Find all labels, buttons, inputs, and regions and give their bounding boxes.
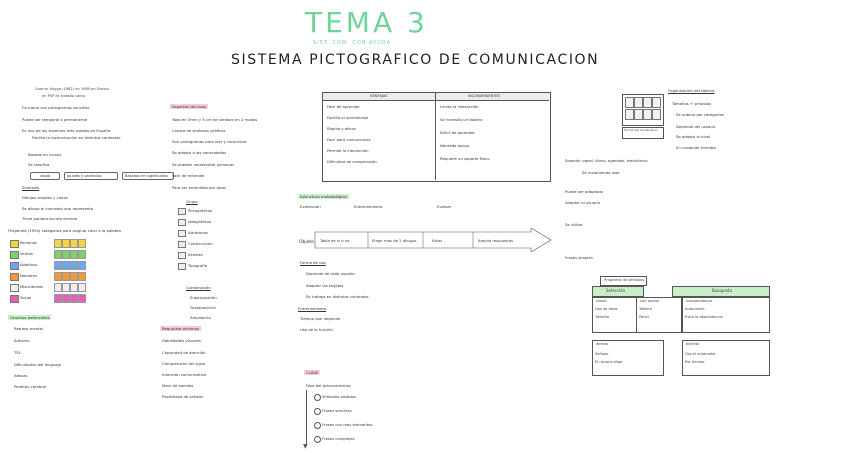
step-text: Frases con más elementos — [322, 422, 373, 427]
color-swatch — [10, 273, 19, 281]
tree-node-line: Por tiempo — [685, 360, 705, 364]
intro-line-2: en PSP es tratado como — [42, 94, 85, 98]
simbolos-item: Tiene palabra escrita encima — [22, 216, 78, 221]
simbolos-item: Se dibuja el concepto que representa — [22, 206, 94, 211]
step-circle — [314, 394, 321, 401]
step-evaluar: Evaluar — [437, 204, 452, 209]
step-circle — [314, 408, 321, 415]
col2-sub-title: Grupo — [186, 199, 198, 204]
inconveniente-item: Limita la interacción — [440, 104, 479, 109]
pill-iguales: Iguales y parecidos — [64, 172, 118, 180]
program-title: Programa de símbolos — [604, 278, 645, 282]
tree-node-line: Tablero — [639, 307, 652, 311]
org-item: En cualquier formato — [676, 145, 716, 150]
board-cell — [643, 109, 652, 120]
objetivo-label: Objeto — [299, 240, 314, 245]
tree-node-title: barrido — [686, 342, 699, 346]
symbol-type-icon — [178, 252, 186, 259]
step-text: Frases complejas — [322, 436, 355, 441]
tree-node-line: Señalar — [595, 352, 609, 356]
tema-title: TEMA 3 — [305, 6, 428, 39]
estructura-title: Estructura metodológica — [300, 194, 347, 199]
color-example — [54, 239, 62, 248]
tree-node-title: independencia — [686, 299, 713, 303]
color-example — [54, 272, 62, 281]
left-bullet: Puede ser temporal o permanente — [22, 117, 88, 122]
color-title: Fitzgerald (1954) categorías para asignar color a la palabra — [8, 228, 121, 233]
tree-node-line: Evita la dependencia — [685, 315, 723, 319]
clave-label: CLAVE — [306, 370, 319, 375]
color-label: Adjetivos — [20, 262, 38, 267]
step-text: Símbolos aislados — [322, 394, 356, 399]
symbol-type-icon — [178, 208, 186, 215]
color-example — [54, 261, 62, 270]
req-item: Comprensión del signo — [162, 361, 206, 366]
color-example — [78, 239, 86, 248]
col2-item: Facil de entender — [172, 173, 205, 178]
pill-visual: visual — [30, 172, 60, 180]
board-cell — [652, 109, 661, 120]
req-item: Intención comunicativa — [162, 372, 207, 377]
req-title: Requisitos mínimos — [162, 326, 199, 331]
timeline-arrow: ▼ — [303, 443, 308, 450]
color-example — [62, 239, 70, 248]
step-text: Frases sencillas — [322, 408, 352, 413]
tree-node-line: El usuario elige — [595, 360, 623, 364]
inconveniente-item: Requiere un soporte físico — [440, 156, 490, 161]
color-example — [78, 294, 86, 303]
usuario-item: TEL — [14, 350, 21, 355]
tree-node-title: directo — [596, 342, 609, 346]
symbol-type-item: Arbitrarios — [188, 230, 208, 235]
color-example — [62, 283, 70, 292]
color-swatch — [10, 284, 19, 292]
page-title: SISTEMA PICTOGRAFICO DE COMUNICACION — [231, 52, 600, 68]
tree-node-line: Autonomía — [685, 307, 705, 311]
col2-item: Son pictogramas para leer y comunicar — [172, 139, 247, 144]
color-label: Nombres — [20, 273, 38, 278]
intro-line-1: Gudrun Hoygo (1982) en 1980 en Suecia — [35, 87, 109, 91]
symbol-type-icon — [178, 263, 186, 270]
ventaja-item: Facil para comunicarse — [327, 137, 371, 142]
inconveniente-item: Necesita apoyo — [440, 143, 470, 148]
arrow-box-4: Amplía respuestas — [478, 238, 514, 243]
arrow-box-3: Estas — [432, 238, 443, 243]
inconveniente-item: Se necesita un tablero — [440, 117, 483, 122]
arrow-box-2: Elegir mas de 2 dibujos — [372, 238, 417, 243]
uso-item: Se trabaja en distintos contextos — [306, 294, 369, 299]
uso-title: Forma de uso — [300, 260, 326, 265]
usuario-item: Autismo — [14, 338, 30, 343]
color-swatch — [10, 262, 19, 270]
color-example — [62, 261, 70, 270]
tree-node-line: Tamaño — [595, 315, 609, 319]
pill-basados: Basados en significados — [122, 172, 174, 180]
color-swatch — [10, 240, 19, 248]
step-circle — [314, 422, 321, 429]
uso-item: Adaptar las tarjetas — [306, 283, 344, 288]
col2-item: Se pueden representar personas — [172, 162, 235, 167]
org-item: Tamaños + símbolos — [672, 101, 712, 106]
board-cell — [634, 97, 643, 108]
col2-combo-title: Combinación — [186, 285, 211, 290]
tree-node-line: Panel — [639, 315, 649, 319]
req-item: Habilidades visuales — [162, 338, 201, 343]
board-cell — [652, 97, 661, 108]
color-example — [54, 250, 62, 259]
usuarios-title: Usuarios potenciales — [10, 315, 50, 320]
left-bullet: Es uno de los sistemas más usados en España — [22, 128, 111, 133]
usuario-item: Afasias — [14, 373, 28, 378]
ventajas-title: VENTAJAS — [370, 94, 388, 98]
inconvenientes-title: INCONVENIENTES — [468, 94, 500, 98]
col2-item: Se adapta a las necesidades — [172, 150, 227, 155]
color-swatch — [10, 251, 19, 259]
table-divider — [435, 92, 436, 180]
usuario-item: Parálisis cerebral — [14, 384, 47, 389]
org-item: Se adapta al nivel — [676, 134, 711, 139]
symbol-type-item: Construcción — [188, 241, 213, 246]
color-example — [54, 294, 62, 303]
color-example — [78, 283, 86, 292]
color-example — [62, 294, 70, 303]
soporte-line: Soporte: papel, libros, agendas, electrónico — [565, 158, 648, 163]
req-item: Posibilidad de señalar — [162, 394, 204, 399]
col2-combo-item: Ampliación — [190, 315, 212, 320]
board-cell — [643, 97, 652, 108]
org-title: Organización del tablero — [668, 88, 715, 93]
tema-subtitle: SIST. COM. CON AYUDA — [313, 40, 392, 46]
ventaja-item: Dificultad de comprensión — [327, 159, 377, 164]
tree-node-title: visual — [596, 299, 607, 303]
soporte-line: Puede ser adaptado — [565, 189, 604, 194]
req-item: Nivel de sonidos — [162, 383, 194, 388]
arrow-box-1: Tabla de sí o no — [320, 238, 350, 243]
org-item: Depende del usuario — [676, 124, 716, 129]
req-item: Capacidad de atención — [162, 350, 206, 355]
simbolos-title: Símbolos — [22, 185, 40, 190]
symbol-type-item: Tipografía — [188, 263, 208, 268]
step-evaluacion: Evaluación — [300, 204, 321, 209]
entrenamiento-item: Tiempo que depende — [300, 316, 341, 321]
uso-item: Depende de cada usuario — [306, 271, 355, 276]
color-label: Social — [20, 295, 32, 300]
inconveniente-item: Difícil de aprender — [440, 130, 475, 135]
col2-item: Para ser entendido por otros — [172, 185, 227, 190]
soporte-line: Se recomienda usar — [582, 170, 620, 175]
symbol-type-icon — [178, 219, 186, 226]
soporte-line: Frases simples — [565, 255, 593, 260]
left-extra: Basado en iconos — [28, 152, 62, 157]
org-item: Se ordena por categorías — [676, 112, 724, 117]
simbolos-item: Dibujos simples y claros — [22, 195, 68, 200]
tab-busqueda-label: Búsqueda — [712, 288, 732, 293]
color-example — [70, 261, 78, 270]
fase-label: Fase del entrenamiento — [306, 383, 351, 388]
entrenamiento-title: Entrenamiento — [298, 306, 327, 311]
tree-node-line: Uso de fotos — [595, 307, 618, 311]
color-example — [70, 239, 78, 248]
board-cell — [625, 97, 634, 108]
color-example — [70, 250, 78, 259]
color-label: Verbos — [20, 251, 33, 256]
color-swatch — [10, 295, 19, 303]
entrenamiento-item: Uso de la función — [300, 327, 333, 332]
col2-combo-item: Superposición — [190, 295, 217, 300]
symbol-type-item: Señales — [188, 252, 203, 257]
color-label: Misceláneos — [20, 284, 44, 289]
symbol-type-item: Pictográficos — [188, 208, 213, 213]
col2-combo-item: Yuxtaposición — [190, 305, 216, 310]
left-extra: Se clasifica — [28, 162, 50, 167]
ventajas-header — [323, 93, 549, 101]
tree-node-title: con ayuda — [640, 299, 659, 303]
color-example — [70, 272, 78, 281]
color-label: Personas — [20, 240, 38, 245]
step-entrenamiento: Entrenamiento — [354, 204, 383, 209]
usuario-item: Dificultades del lenguaje — [14, 362, 62, 367]
timeline-line — [306, 390, 307, 445]
ventaja-item: Fácil de aprender — [327, 104, 360, 109]
board-cell — [634, 109, 643, 120]
color-example — [78, 272, 86, 281]
color-example — [78, 250, 86, 259]
soporte-line: Se utiliza — [565, 222, 583, 227]
color-example — [54, 283, 62, 292]
col2-section-title: Aspectos técnicos — [172, 104, 207, 109]
color-example — [62, 250, 70, 259]
board-cell — [625, 109, 634, 120]
symbol-type-icon — [178, 230, 186, 237]
left-bullet: Funciona con pictogramas sencillos — [22, 105, 90, 110]
symbol-type-item: Ideográficos — [188, 219, 212, 224]
ventaja-item: Facilita el aprendizaje — [327, 115, 369, 120]
col2-item: Consta de símbolos gráficos — [172, 128, 226, 133]
ventaja-item: Permite la interacción — [327, 148, 369, 153]
color-example — [70, 294, 78, 303]
left-bullet: Facilita la comunicación en distintos contextos — [32, 135, 121, 140]
usuario-item: Retraso mental — [14, 326, 43, 331]
board-caption: Forma del vocabulario — [624, 128, 658, 132]
col2-item: Todo en 3mm y 5 cm de símbolo en 2 modos — [172, 117, 258, 122]
symbol-type-icon — [178, 241, 186, 248]
color-example — [62, 272, 70, 281]
ventaja-item: Rápido y eficaz — [327, 126, 356, 131]
tab-seleccion-label: Selección — [606, 288, 626, 293]
tree-node-line: Usa el ordenador — [685, 352, 716, 356]
soporte-line: Adaptar al usuario — [565, 200, 600, 205]
color-example — [70, 283, 78, 292]
step-circle — [314, 436, 321, 443]
color-example — [78, 261, 86, 270]
